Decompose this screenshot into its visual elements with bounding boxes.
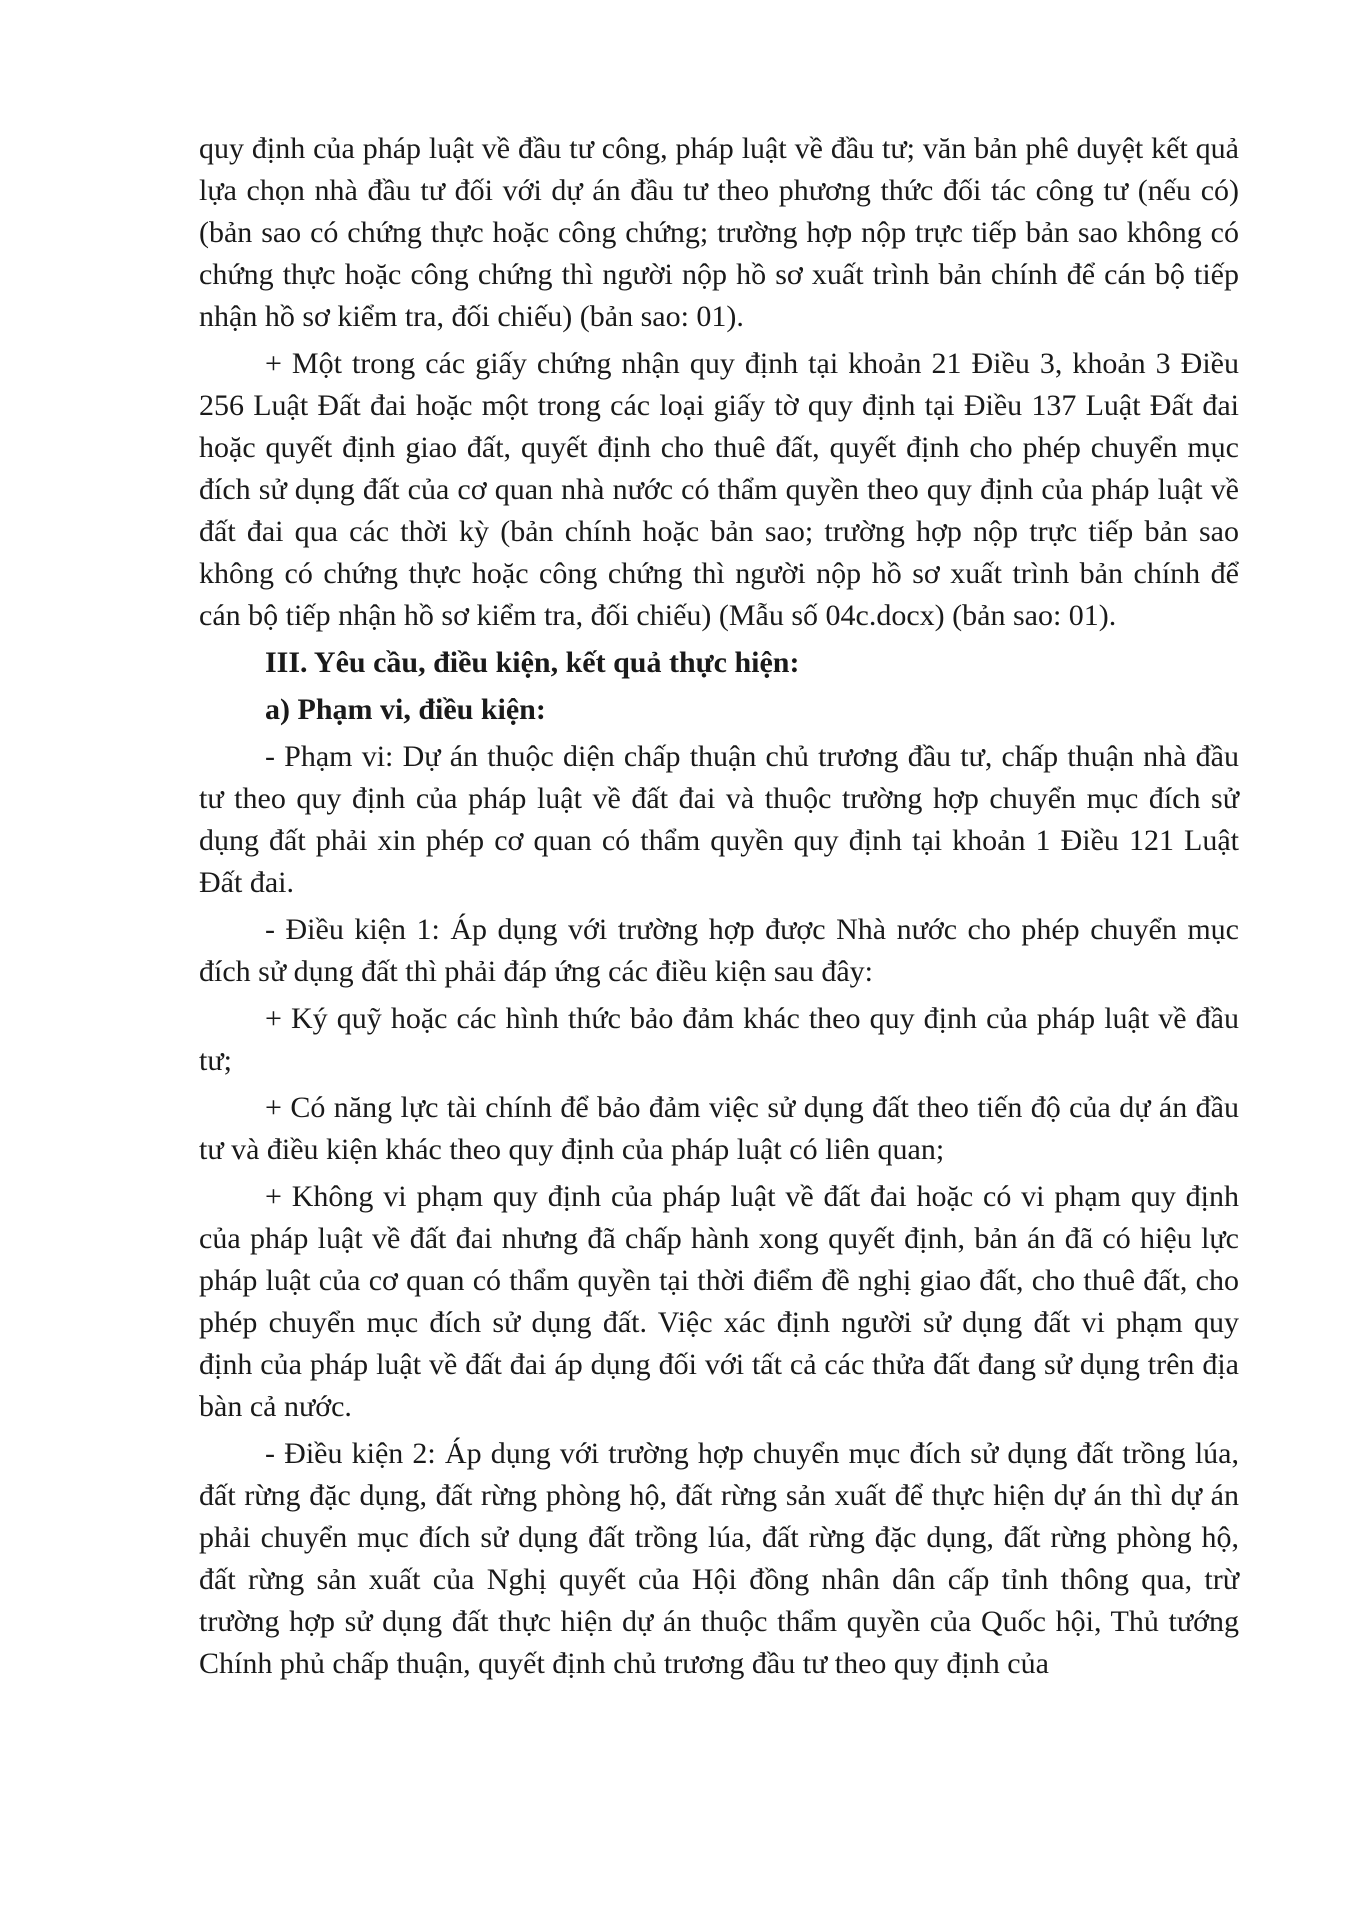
subsection-heading-a: a) Phạm vi, điều kiện: xyxy=(265,693,546,726)
paragraph-financial-capacity: + Có năng lực tài chính để bảo đảm việc sử dụng đất theo tiến độ của dự án đầu tư và điều kiện khác theo quy định của pháp luật có liên quan; xyxy=(199,1091,1239,1166)
paragraph-deposit: + Ký quỹ hoặc các hình thức bảo đảm khác theo quy định của pháp luật về đầu tư; xyxy=(199,1002,1239,1077)
section-heading-iii: III. Yêu cầu, điều kiện, kết quả thực hiện: xyxy=(265,646,800,679)
paragraph-condition-2: - Điều kiện 2: Áp dụng với trường hợp chuyển mục đích sử dụng đất trồng lúa, đất rừng đặc dụng, đất rừng phòng hộ, đất rừng sản xuất để thực hiện dự án thì dự án phải chuyển mục đích sử dụng đất trồng lúa, đất rừng đặc dụng, đất rừng phòng hộ, đất rừng sản xuất của Nghị quyết của Hội đồng nhân dân cấp tỉnh thông qua, trừ trường hợp sử dụng đất thực hiện dự án thuộc thẩm quyền của Quốc hội, Thủ tướng Chính phủ chấp thuận, quyết định chủ trương đầu tư theo quy định của xyxy=(199,1437,1239,1680)
paragraph-continued: quy định của pháp luật về đầu tư công, pháp luật về đầu tư; văn bản phê duyệt kết quả lựa chọn nhà đầu tư đối với dự án đầu tư theo phương thức đối tác công tư (nếu có) (bản sao có chứng thực hoặc công chứng; trường hợp nộp trực tiếp bản sao không có chứng thực hoặc công chứng thì người nộp hồ sơ xuất trình bản chính để cán bộ tiếp nhận hồ sơ kiểm tra, đối chiếu) (bản sao: 01). xyxy=(199,132,1239,333)
paragraph-scope: - Phạm vi: Dự án thuộc diện chấp thuận chủ trương đầu tư, chấp thuận nhà đầu tư theo quy định của pháp luật về đất đai và thuộc trường hợp chuyển mục đích sử dụng đất phải xin phép cơ quan có thẩm quyền quy định tại khoản 1 Điều 121 Luật Đất đai. xyxy=(199,740,1239,899)
paragraph-condition-1: - Điều kiện 1: Áp dụng với trường hợp được Nhà nước cho phép chuyển mục đích sử dụng đất thì phải đáp ứng các điều kiện sau đây: xyxy=(199,913,1239,988)
paragraph-certificate: + Một trong các giấy chứng nhận quy định tại khoản 21 Điều 3, khoản 3 Điều 256 Luật Đất đai hoặc một trong các loại giấy tờ quy định tại Điều 137 Luật Đất đai hoặc quyết định giao đất, quyết định cho thuê đất, quyết định cho phép chuyển mục đích sử dụng đất của cơ quan nhà nước có thẩm quyền theo quy định của pháp luật về đất đai qua các thời kỳ (bản chính hoặc bản sao; trường hợp nộp trực tiếp bản sao không có chứng thực hoặc công chứng thì người nộp hồ sơ xuất trình bản chính để cán bộ tiếp nhận hồ sơ kiểm tra, đối chiếu) (Mẫu số 04c.docx) (bản sao: 01). xyxy=(199,347,1239,632)
document-page xyxy=(199,128,1239,1690)
paragraph-no-violation: + Không vi phạm quy định của pháp luật về đất đai hoặc có vi phạm quy định của pháp luật về đất đai nhưng đã chấp hành xong quyết định, bản án đã có hiệu lực pháp luật của cơ quan có thẩm quyền tại thời điểm đề nghị giao đất, cho thuê đất, cho phép chuyển mục đích sử dụng đất. Việc xác định người sử dụng đất vi phạm quy định của pháp luật về đất đai áp dụng đối với tất cả các thửa đất đang sử dụng trên địa bàn cả nước. xyxy=(199,1180,1239,1423)
